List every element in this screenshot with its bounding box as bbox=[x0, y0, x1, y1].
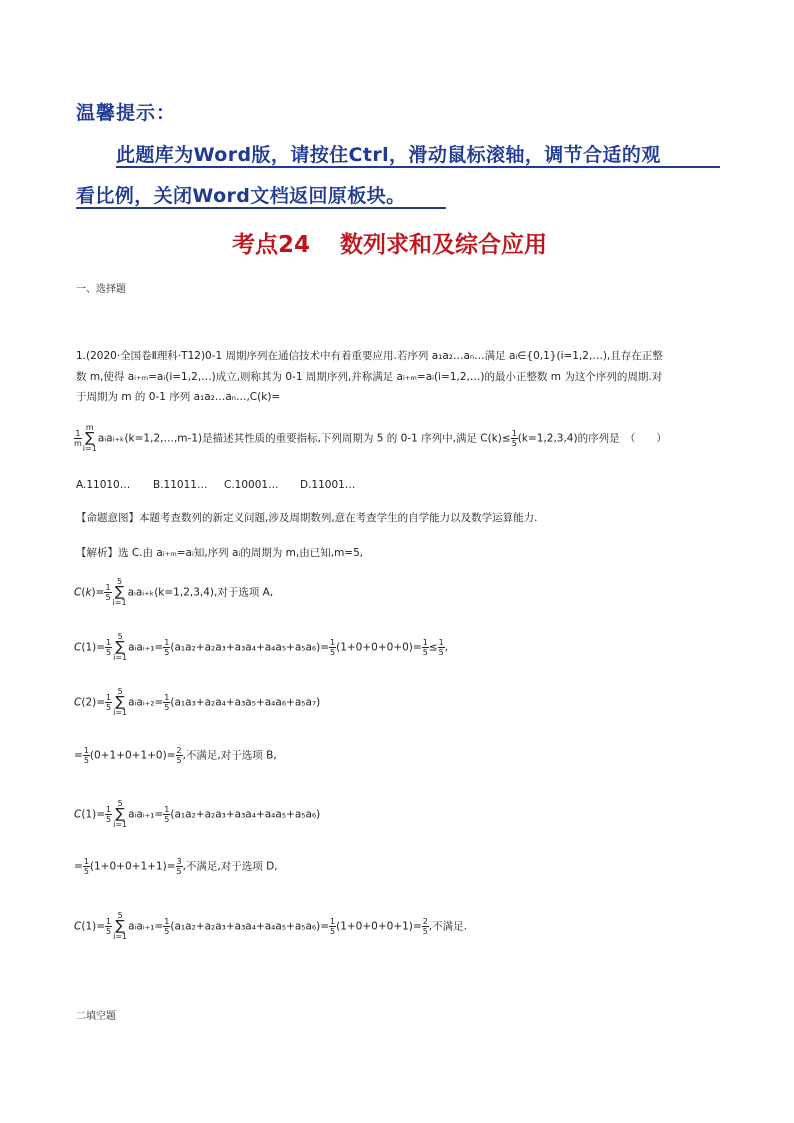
intent-text: 【命题意图】本题考查数列的新定义问题,涉及周期数列,意在考查学生的自学能力以及数学运算能力. bbox=[76, 512, 538, 524]
equation-3: C(2)= $\frac{1}{5}$ 5 ∑ i=1aᵢaᵢ₊₂= $\frac{1}{5}$ (a₁a₃+a₂a₄+a₃a₅+a₄a₆+a₅a₇) bbox=[74, 687, 321, 717]
option-c: C.10001… bbox=[224, 479, 279, 491]
page-title bbox=[232, 226, 547, 259]
fraction: $\frac{1}{m}$ bbox=[74, 429, 82, 448]
tip-underline-2 bbox=[76, 207, 446, 209]
question-line-4: $\frac{1}{m}$ m ∑ i=1aᵢaᵢ₊ₖ(k=1,2,…,m-1)是描述其性质的重要指标,下列周期为 5 的 0-1 序列中,满足 C(k)≤ $\frac{1}{5}$ (k=1,2,3,4)的序列是 （ ） bbox=[74, 423, 667, 453]
section-choice: 一、选择题 bbox=[76, 284, 126, 295]
equation-5: C(1)= $\frac{1}{5}$ 5 ∑ i=1aᵢaᵢ₊₁= $\frac{1}{5}$ (a₁a₂+a₂a₃+a₃a₄+a₄a₅+a₅a₆) bbox=[74, 799, 321, 829]
topic-title: 数列求和及综合应用 bbox=[340, 232, 548, 258]
equation-6: = $\frac{1}{5}$ (1+0+0+1+1)= $\frac{3}{5}$ ,不满足,对于选项 D, bbox=[74, 857, 278, 876]
tip-line-1: 此题库为Word版，请按住Ctrl，滑动鼠标滚轴，调节合适的观 bbox=[116, 144, 661, 166]
topic-code: 考点24 bbox=[232, 232, 311, 258]
option-b: B.11011… bbox=[153, 479, 208, 491]
tip-title: 温馨提示： bbox=[76, 102, 177, 124]
question-line-3: 于周期为 m 的 0-1 序列 a₁a₂…aₙ…,C(k)= bbox=[76, 391, 281, 403]
equation-1: C(k)= $\frac{1}{5}$ 5 ∑ i=1aᵢaᵢ₊ₖ(k=1,2,3,4),对于选项 A, bbox=[74, 577, 274, 607]
equation-4: = $\frac{1}{5}$ (0+1+0+1+0)= $\frac{2}{5}$ ,不满足,对于选项 B, bbox=[74, 746, 277, 765]
equation-2: C(1)= $\frac{1}{5}$ 5 ∑ i=1aᵢaᵢ₊₁= $\frac{1}{5}$ (a₁a₂+a₂a₃+a₃a₄+a₄a₅+a₅a₆)= $\frac{1}{5}$ (1+0+0+0+0)= $\frac{1}{5}$ ≤ $\frac{1}{5}$ , bbox=[74, 632, 449, 662]
equation-7: C(1)= $\frac{1}{5}$ 5 ∑ i=1aᵢaᵢ₊₁= $\frac{1}{5}$ (a₁a₂+a₂a₃+a₃a₄+a₄a₅+a₅a₆)= $\frac{1}{5}$ (1+0+0+0+1)= $\frac{2}{5}$ ,不满足. bbox=[74, 911, 467, 941]
analysis-intro: 【解析】选 C.由 aᵢ₊ₘ=aᵢ知,序列 aᵢ的周期为 m,由已知,m=5, bbox=[76, 547, 364, 559]
tip-underline-1 bbox=[116, 166, 720, 168]
question-line-2: 数 m,使得 aᵢ₊ₘ=aᵢ(i=1,2,…)成立,则称其为 0-1 周期序列,并称满足 aᵢ₊ₘ=aᵢ(i=1,2,…)的最小正整数 m 为这个序列的周期.对 bbox=[76, 371, 663, 383]
sum-symbol: m ∑ i=1 bbox=[82, 423, 97, 453]
tip-line-2: 看比例，关闭Word文档返回原板块。 bbox=[76, 185, 406, 207]
question-line-1: 1.(2020·全国卷Ⅱ理科·T12)0-1 周期序列在通信技术中有着重要应用.若序列 a₁a₂…aₙ…满足 aᵢ∈{0,1}(i=1,2,…),且存在正整 bbox=[76, 350, 663, 362]
fraction: $\frac{1}{5}$ bbox=[511, 429, 517, 448]
option-d: D.11001… bbox=[300, 479, 356, 491]
section-fill: 二填空题 bbox=[76, 1011, 116, 1022]
option-a: A.11010… bbox=[76, 479, 131, 491]
